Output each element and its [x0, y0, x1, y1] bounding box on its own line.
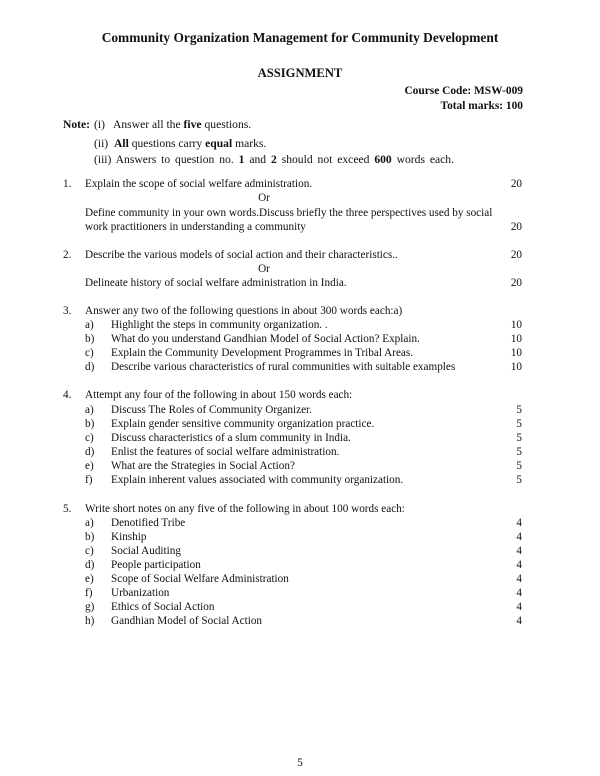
sub-question-text: Enlist the features of social welfare administration. [111, 446, 340, 458]
sub-question [0, 460, 600, 475]
sub-question-text: Discuss characteristics of a slum community in India. [111, 432, 351, 444]
note-label: Note: [63, 118, 91, 131]
total-marks: Total marks: 100 [440, 100, 523, 112]
sub-question-text: Gandhian Model of Social Action [111, 615, 263, 627]
note-ii-bold-b: equal [205, 137, 233, 150]
sub-question-text: Explain gender sensitive community organization practice. [111, 418, 375, 430]
sub-question-label: f) [85, 587, 93, 599]
sub-question [0, 347, 600, 362]
note-iii-prefix: (iii) [94, 153, 112, 166]
sub-question-text: Denotified Tribe [111, 517, 186, 529]
question-2-alt [0, 277, 600, 292]
sub-question-label: b) [85, 418, 95, 430]
question-number: 5. [63, 503, 72, 515]
sub-question-text: Highlight the steps in community organization. . [111, 319, 328, 331]
note-item-iii [94, 153, 454, 166]
question-number: 3. [63, 305, 72, 317]
sub-question-label: d) [85, 559, 95, 571]
sub-question-marks: 4 [516, 531, 522, 543]
question-marks: 20 [510, 178, 522, 190]
sub-question-label: c) [85, 347, 94, 359]
sub-question-label: a) [85, 319, 94, 331]
sub-question-marks: 4 [516, 545, 522, 557]
sub-question [0, 333, 600, 348]
sub-question-label: d) [85, 361, 95, 373]
question-4 [0, 389, 600, 404]
sub-question-text: What are the Strategies in Social Action? [111, 460, 295, 472]
sub-question-label: h) [85, 615, 95, 627]
sub-question-text: Ethics of Social Action [111, 601, 215, 613]
question-marks: 20 [510, 221, 522, 233]
note-i-text-a: Answer all the [113, 118, 181, 131]
note-i-text-b: questions. [204, 118, 252, 131]
note-i-bold: five [183, 118, 202, 131]
question-number: 4. [63, 389, 72, 401]
question-marks: 20 [510, 249, 522, 261]
sub-question [0, 432, 600, 447]
sub-question [0, 517, 600, 532]
or-separator: Or [258, 192, 270, 204]
question-text: Attempt any four of the following in about 150 words each: [85, 389, 353, 401]
sub-question-text: Scope of Social Welfare Administration [111, 573, 289, 585]
sub-question-text: Discuss The Roles of Community Organizer. [111, 404, 312, 416]
sub-question [0, 319, 600, 334]
question-text: Describe the various models of social action and their characteristics.. [85, 249, 398, 261]
sub-question-label: a) [85, 404, 94, 416]
question-alt-text: work practitioners in understanding a community [85, 221, 306, 233]
sub-question [0, 531, 600, 546]
sub-question-label: g) [85, 601, 95, 613]
sub-question-marks: 10 [510, 347, 522, 359]
note-ii-text-b: marks. [235, 137, 267, 150]
sub-question [0, 559, 600, 574]
sub-question [0, 404, 600, 419]
note-iii-bold-c: 600 [374, 153, 392, 166]
sub-question-marks: 4 [516, 559, 522, 571]
question-3 [0, 305, 600, 320]
sub-question [0, 446, 600, 461]
sub-question-marks: 5 [516, 460, 522, 472]
sub-question-text: Kinship [111, 531, 147, 543]
note-iii-bold-b: 2 [271, 153, 277, 166]
question-2 [0, 249, 600, 264]
course-code: Course Code: MSW-009 [404, 85, 523, 97]
sub-question-marks: 4 [516, 587, 522, 599]
question-number: 2. [63, 249, 72, 261]
question-1 [0, 178, 600, 193]
sub-question-text: Describe various characteristics of rural communities with suitable examples [111, 361, 456, 373]
sub-question-marks: 10 [510, 361, 522, 373]
sub-question-marks: 5 [516, 404, 522, 416]
note-ii-text-a: questions carry [131, 137, 203, 150]
note-i-prefix: (i) [94, 118, 105, 131]
sub-question-label: e) [85, 460, 94, 472]
sub-question-marks: 4 [516, 615, 522, 627]
sub-question-label: e) [85, 573, 94, 585]
question-alt-text: Delineate history of social welfare administration in India. [85, 277, 347, 289]
sub-question [0, 361, 600, 376]
sub-question-marks: 5 [516, 474, 522, 486]
assignment-heading: ASSIGNMENT [257, 66, 343, 80]
sub-question-label: b) [85, 531, 95, 543]
question-2-or [0, 263, 600, 278]
sub-question [0, 573, 600, 588]
sub-question-text: Urbanization [111, 587, 170, 599]
note-iii-text-c: should not exceed [281, 153, 370, 166]
note-iii-text-b: and [249, 153, 267, 166]
page-number: 5 [297, 757, 303, 769]
or-separator: Or [258, 263, 270, 275]
sub-question-marks: 4 [516, 517, 522, 529]
sub-question-marks: 5 [516, 432, 522, 444]
note-ii-bold-a: All [113, 137, 129, 150]
sub-question-text: What do you understand Gandhian Model of Social Action? Explain. [111, 333, 420, 345]
note-item-i [94, 118, 251, 131]
sub-question-label: d) [85, 446, 95, 458]
sub-question-text: Explain inherent values associated with community organization. [111, 474, 404, 486]
sub-question-marks: 4 [516, 573, 522, 585]
document-title: Community Organization Management for Community Development [101, 30, 499, 45]
sub-question [0, 474, 600, 489]
sub-question-label: a) [85, 517, 94, 529]
note-iii-text-a: Answers to question no. [115, 153, 234, 166]
question-text: Answer any two of the following questions in about 300 words each:a) [85, 305, 403, 317]
sub-question [0, 615, 600, 630]
note-item-ii [94, 137, 266, 150]
question-1-alt-line-1 [0, 207, 600, 222]
sub-question [0, 418, 600, 433]
question-1-or [0, 192, 600, 207]
note-ii-prefix: (ii) [94, 137, 109, 150]
sub-question-text: Explain the Community Development Programmes in Tribal Areas. [111, 347, 414, 359]
sub-question-label: c) [85, 432, 94, 444]
note-iii-bold-a: 1 [238, 153, 245, 166]
sub-question-label: b) [85, 333, 95, 345]
sub-question-marks: 5 [516, 418, 522, 430]
question-5 [0, 503, 600, 518]
sub-question-label: f) [85, 474, 93, 486]
sub-question [0, 545, 600, 560]
sub-question-marks: 10 [510, 333, 522, 345]
sub-question-marks: 10 [510, 319, 522, 331]
sub-question-marks: 4 [516, 601, 522, 613]
sub-question-marks: 5 [516, 446, 522, 458]
note-iii-text-d: words each. [396, 153, 454, 166]
question-text: Explain the scope of social welfare administration. [85, 178, 313, 190]
sub-question-text: People participation [111, 559, 201, 571]
question-number: 1. [63, 178, 72, 190]
sub-question [0, 587, 600, 602]
question-1-alt-line-2 [0, 221, 600, 236]
question-marks: 20 [510, 277, 522, 289]
sub-question [0, 601, 600, 616]
question-text: Write short notes on any five of the following in about 100 words each: [85, 503, 405, 515]
sub-question-label: c) [85, 545, 94, 557]
question-alt-text: Define community in your own words.Discuss briefly the three perspectives used by social [85, 207, 493, 219]
sub-question-text: Social Auditing [111, 545, 181, 557]
